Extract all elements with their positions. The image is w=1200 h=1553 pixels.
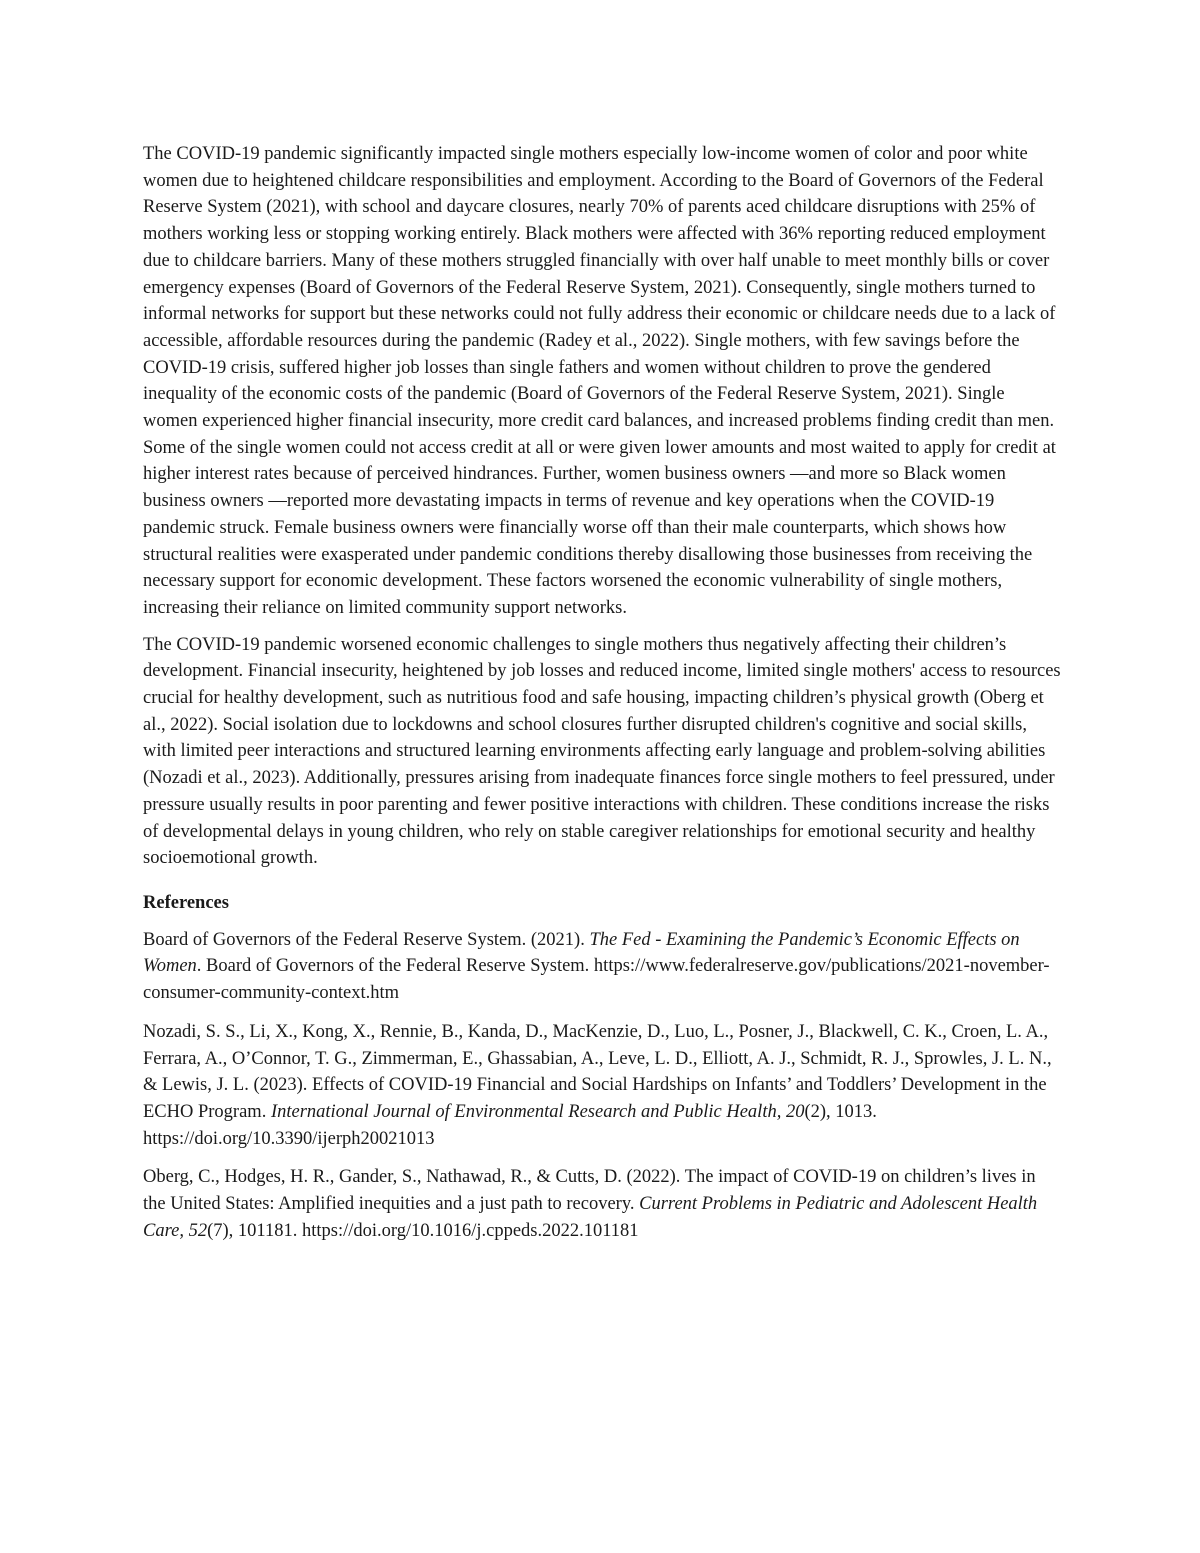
reference-2-journal: International Journal of Environmental Research and Public Health, 20: [270, 1101, 805, 1122]
reference-entry-2: [143, 1019, 1061, 1153]
reference-entry-1: [143, 927, 1061, 1007]
reference-3-details: (7), 101181. https://doi.org/10.1016/j.cppeds.2022.101181: [207, 1220, 639, 1241]
body-paragraph-2: The COVID-19 pandemic worsened economic challenges to single mothers thus negatively affecting their children’s development. Financial insecurity, heightened by job losses and reduced income, limited single mothers' access to resources crucial for healthy development, such as nutritious food and safe housing, impacting children’s physical growth (Oberg et al., 2022). Social isolation due to lockdowns and school closures further disrupted children's cognitive and social skills, with limited peer interactions and structured learning environments affecting early language and problem-solving abilities (Nozadi et al., 2023). Additionally, pressures arising from inadequate finances force single mothers to feel pressured, under pressure usually results in poor parenting and fewer positive interactions with children. These conditions increase the risks of developmental delays in young children, who rely on stable caregiver relationships for emotional security and healthy socioemotional growth.: [143, 634, 1061, 869]
reference-1-title: The Fed - Examining the Pandemic’s Economic Effects on Women: [143, 929, 1020, 977]
document-page: [143, 141, 1061, 1256]
reference-3-journal: Current Problems in Pediatric and Adolescent Health Care, 52: [143, 1194, 1038, 1241]
references-heading: References: [143, 892, 229, 913]
reference-2-details: (2), 1013. https://doi.org/10.3390/ijerph20021013: [143, 1101, 877, 1149]
reference-3-authors: Oberg, C., Hodges, H. R., Gander, S., Nathawad, R., & Cutts, D. (2022). The impact of COVID-19 on children’s lives in the United States: Amplified inequities and a just path to recovery.: [143, 1167, 1036, 1215]
reference-1-details: . Board of Governors of the Federal Reserve System. https://www.federalreserve.gov/publications/2021-november-consumer-community-context.htm: [143, 956, 1050, 1004]
reference-entry-3: [143, 1164, 1061, 1244]
body-paragraph-1: The COVID-19 pandemic significantly impacted single mothers especially low-income women of color and poor white women due to heightened childcare responsibilities and employment. According to the Board of Governors of the Federal Reserve System (2021), with school and daycare closures, nearly 70% of parents aced childcare disruptions with 25% of mothers working less or stopping working entirely. Black mothers were affected with 36% reporting reduced employment due to childcare barriers. Many of these mothers struggled financially with over half unable to meet monthly bills or cover emergency expenses (Board of Governors of the Federal Reserve System, 2021). Consequently, single mothers turned to informal networks for support but these networks could not fully address their economic or childcare needs due to a lack of accessible, affordable resources during the pandemic (Radey et al., 2022). Single mothers, with few savings before the COVID-19 crisis, suffered higher job losses than single fathers and women without children to prove the gendered inequality of the economic costs of the pandemic (Board of Governors of the Federal Reserve System, 2021). Single women experienced higher financial insecurity, more credit card balances, and increased problems finding credit than men. Some of the single women could not access credit at all or were given lower amounts and most waited to apply for credit at higher interest rates because of perceived hindrances. Further, women business owners —and more so Black women business owners —reported more devastating impacts in terms of revenue and key operations when the COVID-19 pandemic struck. Female business owners were financially worse off than their male counterparts, which shows how structural realities were exasperated under pandemic conditions thereby disallowing those businesses from receiving the necessary support for economic development. These factors worsened the economic vulnerability of single mothers, increasing their reliance on limited community support networks.: [143, 144, 1056, 618]
reference-1-authors: Board of Governors of the Federal Reserve System. (2021).: [143, 929, 590, 950]
reference-2-authors: Nozadi, S. S., Li, X., Kong, X., Rennie, B., Kanda, D., MacKenzie, D., Luo, L., Posner, J., Blackwell, C. K., Croen, L. A., Ferrara, A., O’Connor, T. G., Zimmerman, E., Ghassabian, A., Leve, L. D., Elliott, A. J., Schmidt, R. J., Sprowles, J. L. N., & Lewis, J. L. (2023). Effects of COVID-19 Financial and Social Hardships on Infants’ and Toddlers’ Development in the ECHO Program.: [143, 1021, 1052, 1122]
